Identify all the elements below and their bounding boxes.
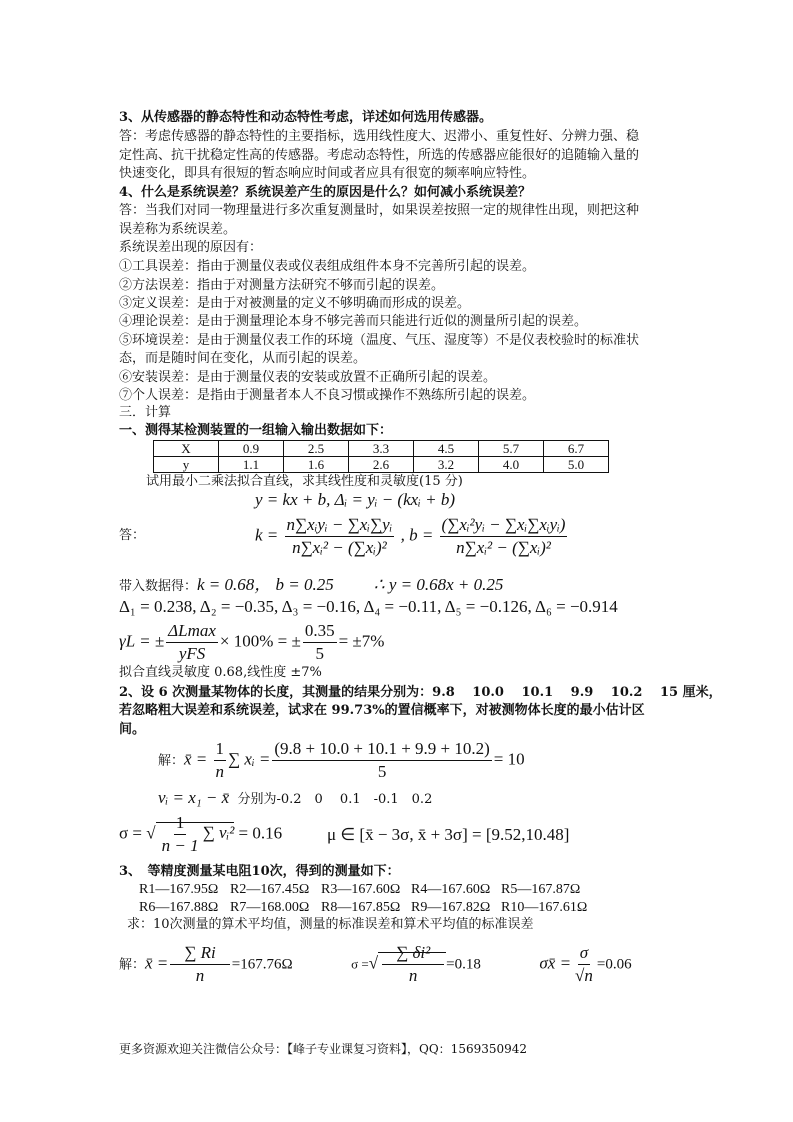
measurement: R4—167.60Ω — [411, 882, 491, 897]
fitted-line: ∴ y = 0.68x + 0.25 — [373, 575, 504, 594]
sigma-num: 1 — [174, 812, 187, 835]
q3-answer-line: 定性高、抗干扰稳定性高的传感器。考虑动态特性，所选的传感器应能很好的追随输入量的 — [119, 148, 640, 163]
table-cell: 5.7 — [479, 441, 544, 457]
c1-conclusion: 拟合直线灵敏度 0.68,线性度 ±7% — [119, 665, 322, 680]
gamma-numerator: ΔLmax — [166, 620, 218, 643]
table-cell: 2.6 — [349, 457, 414, 473]
measurement: R2—167.45Ω — [230, 882, 310, 897]
se-num: σ — [578, 942, 590, 965]
table-cell: X — [154, 441, 219, 457]
c1-model-equation: y = kx + b, Δᵢ = yᵢ − (kxᵢ + b) — [255, 490, 455, 509]
c2-interval: μ ∈ [x̄ − 3σ, x̄ + 3σ] = [9.52,10.48] — [327, 825, 570, 844]
sigma-rhs: = 0.16 — [238, 823, 283, 843]
k-numerator: n∑xᵢyᵢ − ∑xᵢ∑yᵢ — [285, 514, 395, 537]
c1-deltas: Δ₁ = 0.238, Δ₂ = −0.35, Δ₃ = −0.16, Δ₄ = −0.11, Δ₅ = −0.126, Δ₆ = −0.914 — [119, 597, 618, 616]
measurement: R7—168.00Ω — [230, 900, 310, 915]
q4-answer-line: ③定义误差：是由于对被测量的定义不够明确而形成的误差。 — [119, 296, 471, 311]
q4-answer-line: 系统误差出现的原因有： — [119, 240, 263, 255]
c2-residuals — [158, 789, 432, 809]
gamma-numerator-2: 0.35 — [303, 620, 337, 643]
gamma-rhs: = ±7% — [338, 631, 385, 651]
se-den: √n — [575, 966, 593, 985]
sigma-lhs: σ = — [119, 823, 143, 843]
q4-answer-line: ②方法误差：指由于对测量方法研究不够而引起的误差。 — [119, 278, 445, 293]
q3-answer-line: 快速变化，即具有很短的暂态响应时间或者应具有很宽的频率响应特性。 — [119, 166, 536, 181]
footer: 更多资源欢迎关注微信公众号：【峰子专业课复习资料】，QQ：1569350942 — [119, 1042, 528, 1056]
gamma-lhs: γL = ± — [119, 631, 165, 651]
section-heading: 三．计算 — [119, 405, 172, 420]
c1-answer-label: 答： — [119, 528, 146, 543]
table-cell: 4.0 — [479, 457, 544, 473]
table-cell: 1.6 — [284, 457, 349, 473]
solution-label: 解： — [158, 752, 185, 768]
q4-answer-line: 误差称为系统误差。 — [119, 222, 237, 237]
c3-title: 3、 等精度测量某电阻10次，得到的测量如下： — [119, 864, 400, 879]
residual-values: 分别为-0.2 0 0.1 -0.1 0.2 — [237, 792, 433, 807]
mean-rhs: = 10 — [493, 749, 525, 769]
q4-answer-line: ①工具误差：指由于测量仪表或仪表组成组件本身不完善所引起的误差。 — [119, 259, 536, 274]
table-cell: 3.3 — [349, 441, 414, 457]
table-cell: 3.2 — [414, 457, 479, 473]
measurement: R6—167.88Ω — [139, 900, 219, 915]
table-cell: 6.7 — [544, 441, 609, 457]
measurement: R1—167.95Ω — [139, 882, 219, 897]
mean-rhs: =167.76Ω — [231, 956, 293, 973]
b-numerator: (∑xᵢ²yᵢ − ∑xᵢ∑xᵢyᵢ) — [440, 514, 568, 537]
measurement: R9—167.82Ω — [411, 900, 491, 915]
mean-frac-num: 1 — [214, 738, 227, 761]
se-lhs: σx̄ = — [539, 953, 572, 973]
mean-den: n — [195, 966, 205, 985]
sd-num: ∑ δi² — [382, 942, 444, 965]
mean-sum: ∑ xᵢ = — [228, 749, 271, 769]
q4-answer-line: 答：当我们对同一物理量进行多次重复测量时，如果误差按照一定的规律性出现，则把这种 — [119, 203, 640, 218]
q3-answer-line: 答：考虑传感器的静态特性的主要指标，选用线性度大、迟滞小、重复性好、分辨力强、稳 — [119, 129, 640, 144]
gamma-denominator: yFS — [178, 644, 206, 663]
c2-sigma-formula: σ = √ $\frac{1}{n - 1}$ ∑ vᵢ² = 0.16 — [119, 813, 283, 855]
c1-prompt: 试用最小二乘法拟合直线，求其线性度和灵敏度(15 分) — [146, 474, 463, 489]
gamma-mid: × 100% = ± — [219, 631, 301, 651]
measurement: R10—167.61Ω — [501, 900, 588, 915]
b-lhs: , b = — [400, 525, 434, 545]
q4-answer-line: ⑦个人误差：是指由于测量者本人不良习惯或操作不熟练所引起的误差。 — [119, 388, 536, 403]
q4-answer-line: ⑤环境误差：是由于测量仪表工作的环境（温度、气压、湿度等）不是仪表校验时的标准状 — [119, 333, 640, 348]
c3-row1 — [139, 881, 580, 899]
q4-answer-line: ④理论误差：是由于测量理论本身不够完善而只能进行近似的测量所引起的误差。 — [119, 314, 588, 329]
sigma-sum: ∑ vᵢ² — [202, 823, 235, 843]
c3-row2 — [139, 899, 587, 917]
b-denominator: n∑xᵢ² − (∑xᵢ)² — [456, 538, 551, 557]
sigma-den: n − 1 — [161, 836, 199, 855]
mean-frac-den: n — [215, 762, 225, 781]
table-cell: 2.5 — [284, 441, 349, 457]
c2-title: 2、设 6 次测量某物体的长度，其测量的结果分别为：9.8 10.0 10.1 9.9 10.2 15 厘米， — [119, 685, 722, 700]
table-cell: 0.9 — [219, 441, 284, 457]
table-cell: y — [154, 457, 219, 473]
subst-values: k = 0.68， b = 0.25 — [197, 575, 334, 594]
q4-answer-line: 态，而是随时间在变化，从而引起的误差。 — [119, 351, 367, 366]
k-denominator: n∑xᵢ² − (∑xᵢ)² — [292, 538, 387, 557]
k-lhs: k = — [255, 525, 279, 545]
table-cell: 4.5 — [414, 441, 479, 457]
q3-title: 3、从传感器的静态特性和动态特性考虑，详述如何选用传感器。 — [119, 110, 493, 125]
mean-lhs: x̄ = — [145, 953, 169, 973]
residual-eq: vᵢ = x₁ − x̄ — [158, 788, 230, 807]
mean-num: ∑ Ri — [170, 942, 229, 965]
subst-label: 带入数据得： — [119, 579, 198, 594]
c2-title: 若忽略粗大误差和系统误差，试求在 99.73%的置信概率下，对被测物体长度的最小估计区 — [119, 703, 645, 718]
table-row — [154, 457, 609, 473]
c2-title: 间。 — [119, 722, 146, 737]
table-cell: 1.1 — [219, 457, 284, 473]
q4-title: 4、什么是系统误差？系统误差产生的原因是什么？如何减小系统误差？ — [119, 185, 532, 200]
c1-linearity-formula — [119, 620, 384, 665]
measurement: R3—167.60Ω — [321, 882, 401, 897]
table-cell: 5.0 — [544, 457, 609, 473]
table-row — [154, 441, 609, 457]
sd-den: n — [408, 966, 418, 985]
measurement: R8—167.85Ω — [321, 900, 401, 915]
gamma-denominator-2: 5 — [315, 644, 324, 663]
c2-mean-formula — [158, 738, 525, 783]
c1-k-b-formula — [255, 514, 569, 559]
data-table — [153, 440, 609, 473]
sd-rhs: =0.18 — [446, 956, 481, 973]
mean-numerator: (9.8 + 10.0 + 10.1 + 9.9 + 10.2) — [272, 738, 491, 761]
mean-lhs: x̄ = — [184, 749, 212, 769]
measurement: R5—167.87Ω — [501, 882, 581, 897]
c3-solution: 解：x̄ = $\frac{\sum Ri}{n}$ =167.76Ω σ =√ $\frac{\text{∑ δi²}}{n}$ =0.18 σx̄ = $\frac{\sigma}{√n}$ =0.06 — [119, 943, 632, 985]
mean-denominator: 5 — [377, 762, 387, 781]
c1-substitution — [119, 576, 503, 596]
c1-title: 一、测得某检测装置的一组输入输出数据如下： — [119, 423, 393, 438]
sd-lhs: σ = — [351, 956, 369, 972]
q4-answer-line: ⑥安装误差：是由于测量仪表的安装或放置不正确所引起的误差。 — [119, 370, 497, 385]
c3-prompt: 求：10次测量的算术平均值，测量的标准误差和算术平均值的标准误差 — [127, 917, 534, 932]
se-rhs: =0.06 — [596, 956, 632, 973]
solution-label: 解： — [119, 956, 146, 972]
